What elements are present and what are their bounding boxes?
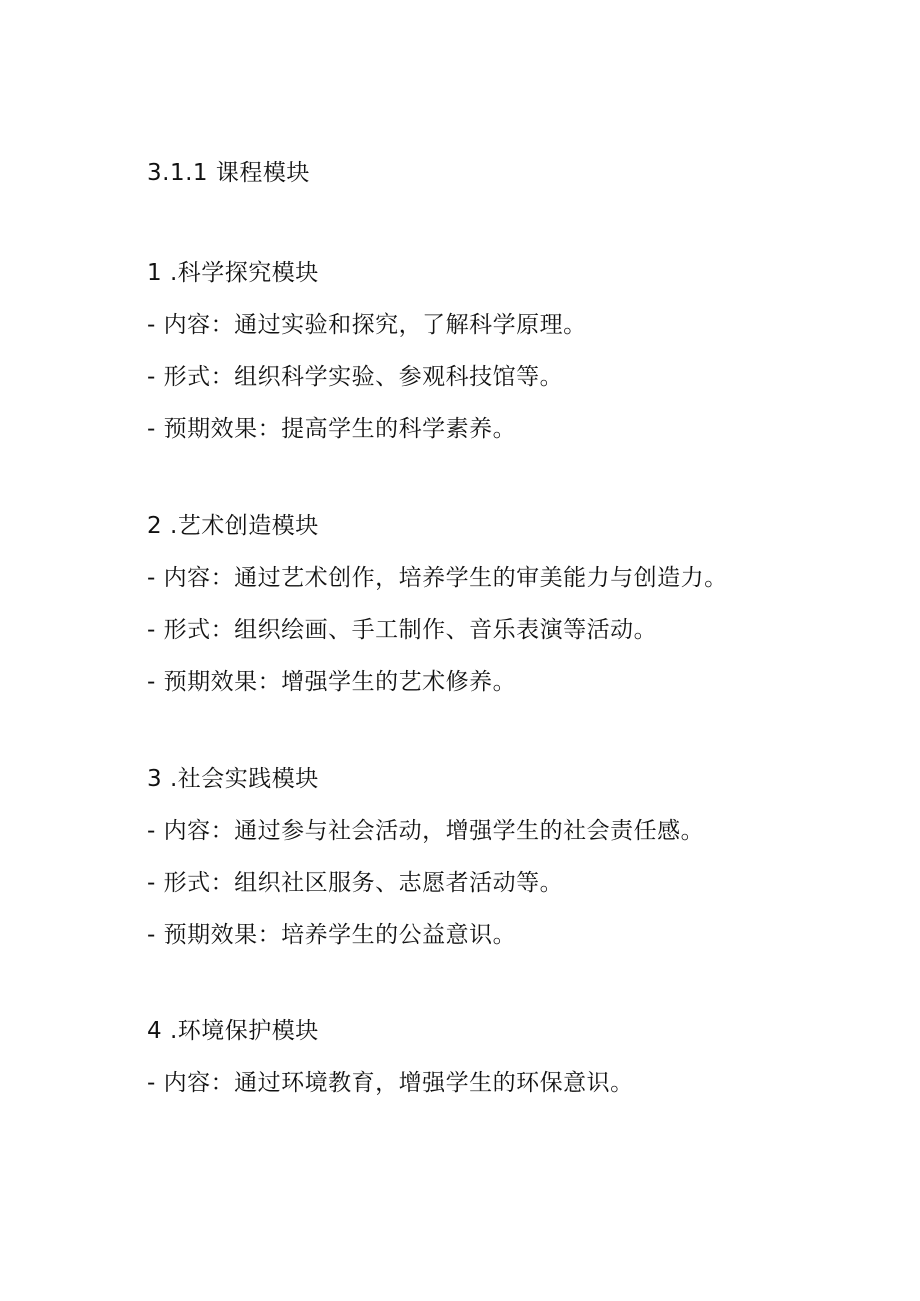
- section-heading: 3.1.1 课程模块: [147, 160, 310, 186]
- module-outcome-line: - 预期效果：增强学生的艺术修养。: [147, 669, 517, 695]
- module-title: 2 .艺术创造模块: [147, 513, 319, 539]
- module-content-line: - 内容：通过环境教育，增强学生的环保意识。: [147, 1070, 634, 1096]
- module-content-line: - 内容：通过艺术创作，培养学生的审美能力与创造力。: [147, 565, 728, 591]
- module-content-line: - 内容：通过参与社会活动，增强学生的社会责任感。: [147, 818, 705, 844]
- module-format-line: - 形式：组织科学实验、参观科技馆等。: [147, 364, 564, 390]
- module-outcome-line: - 预期效果：提高学生的科学素养。: [147, 416, 517, 442]
- module-title: 1 .科学探究模块: [147, 260, 319, 286]
- module-content-line: - 内容：通过实验和探究，了解科学原理。: [147, 312, 587, 338]
- module-outcome-line: - 预期效果：培养学生的公益意识。: [147, 922, 517, 948]
- module-title: 3 .社会实践模块: [147, 766, 319, 792]
- module-format-line: - 形式：组织社区服务、志愿者活动等。: [147, 870, 564, 896]
- module-format-line: - 形式：组织绘画、手工制作、音乐表演等活动。: [147, 617, 658, 643]
- module-title: 4 .环境保护模块: [147, 1018, 319, 1044]
